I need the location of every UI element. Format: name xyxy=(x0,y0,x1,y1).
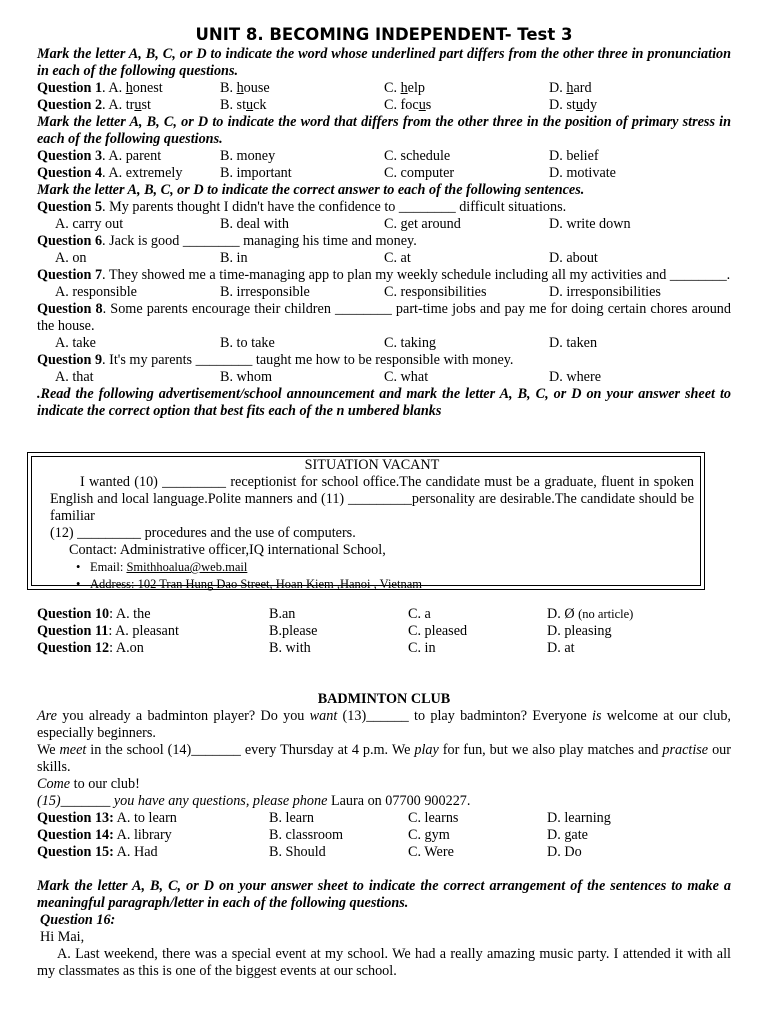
question-label: Question 9 xyxy=(37,352,103,368)
badminton-paragraph: Are you already a badminton player? Do you want (13)______ to play badminton? Everyone is welcome at our club, especially beginners. xyxy=(37,708,731,741)
question-label: Question 4 xyxy=(37,165,103,181)
question-label: Question 1 xyxy=(37,80,103,96)
question-text: Question 9. It's my parents ________ taught me how to be responsible with money. xyxy=(37,352,514,368)
question-label: Question 5 xyxy=(37,199,103,215)
question-row: Question 11: A. pleasant B.please C. pleased D. pleasing xyxy=(37,623,612,639)
instruction-pronunciation: Mark the letter A, B, C, or D to indicate the word whose underlined part differs from the other three in pronunciation in each of the following questions. xyxy=(37,46,731,79)
options-row: A. on B. in C. at D. about xyxy=(55,250,598,266)
options-row: A. that B. whom C. what D. where xyxy=(55,369,601,385)
advertisement-box xyxy=(27,452,705,590)
advertisement-paragraph: I wanted (10) _________ receptionist for school office.The candidate must be a graduate, fluent in spoken English and local language.Polite manners and (11) _________personality are desirable.The candidate should be familiar xyxy=(50,474,694,524)
options-row: A. carry out B. deal with C. get around D. write down xyxy=(55,216,631,232)
question-label: Question 11 xyxy=(37,623,109,639)
question-label: Question 16: xyxy=(40,912,116,928)
question-row: Question 13: A. to learn B. learn C. learns D. learning xyxy=(37,810,611,826)
advertisement-inner xyxy=(31,456,701,591)
question-text: Question 8. Some parents encourage their children ________ part-time jobs and pay me for doing certain chores around the house. xyxy=(37,301,731,334)
question-text: Question 7. They showed me a time-managing app to plan my weekly schedule including all my activities and ________. xyxy=(37,267,731,283)
question-label: Question 7 xyxy=(37,267,103,283)
page-title: UNIT 8. BECOMING INDEPENDENT- Test 3 xyxy=(195,25,573,44)
question-label: Question 3 xyxy=(37,148,103,164)
badminton-paragraph: We meet in the school (14)_______ every Thursday at 4 p.m. We play for fun, but we also play matches and practise our skills. xyxy=(37,742,731,775)
email-link[interactable]: Smithhoalua@web.mail xyxy=(126,560,248,574)
advertisement-email: • Email: Smithhoalua@web.mail xyxy=(50,559,694,576)
badminton-heading: BADMINTON CLUB xyxy=(317,691,451,707)
options-row: A. responsible B. irresponsible C. responsibilities D. irresponsibilities xyxy=(55,284,661,300)
advertisement-line: (12) _________ procedures and the use of computers. xyxy=(50,525,356,541)
question-row: Question 1. A. honest B. house C. help D. hard xyxy=(37,80,592,96)
question-label: Question 2 xyxy=(37,97,103,113)
advertisement-title: SITUATION VACANT xyxy=(304,457,440,473)
question-row: Question 14: A. library B. classroom C. gym D. gate xyxy=(37,827,588,843)
badminton-paragraph: Come to our club! xyxy=(37,776,140,792)
question-label: Question 10 xyxy=(37,606,110,622)
instruction-advertisement: .Read the following advertisement/school announcement and mark the letter A, B, C, or D on your answer sheet to indicate the correct option that best fits each of the n umbered blanks xyxy=(37,386,731,419)
letter-greeting: Hi Mai, xyxy=(40,929,85,945)
question-label: Question 12 xyxy=(37,640,110,656)
question-row: Question 2. A. trust B. stuck C. focus D. study xyxy=(37,97,598,113)
question-text: Question 6. Jack is good ________ managing his time and money. xyxy=(37,233,417,249)
instruction-sentences: Mark the letter A, B, C, or D to indicate the correct answer to each of the following sentences. xyxy=(37,182,585,198)
question-text: Question 5. My parents thought I didn't have the confidence to ________ difficult situations. xyxy=(37,199,567,215)
question-row: Question 3. A. parent B. money C. schedule D. belief xyxy=(37,148,599,164)
worksheet-page-lower xyxy=(37,606,731,980)
question-label: Question 15: xyxy=(37,844,114,860)
question-label: Question 8 xyxy=(37,301,103,317)
question-row: Question 15: A. Had B. Should C. Were D. Do xyxy=(37,844,582,860)
instruction-arrangement: Mark the letter A, B, C, or D on your answer sheet to indicate the correct arrangement of the sentences to make a meaningful paragraph/letter in each of the following questions. xyxy=(37,878,731,911)
question-row: Question 12: A.on B. with C. in D. at xyxy=(37,640,575,656)
advertisement-contact: Contact: Administrative officer,IQ international School, xyxy=(69,542,386,558)
question-row: Question 10: A. the B.an C. a D. Ø (no article) xyxy=(37,606,634,622)
question-label: Question 6 xyxy=(37,233,103,249)
question-label: Question 13: xyxy=(37,810,114,826)
instruction-stress: Mark the letter A, B, C, or D to indicate the word that differs from the other three in the position of primary stress in each of the following questions. xyxy=(37,114,731,147)
question-row: Question 4. A. extremely B. important C. computer D. motivate xyxy=(37,165,616,181)
advertisement-address: • Address: 102 Tran Hung Dao Street, Hoan Kiem ,Hanoi , Vietnam xyxy=(50,576,694,593)
worksheet-page xyxy=(37,0,731,420)
letter-sentence: A. Last weekend, there was a special event at my school. We had a really amazing music party. I attended it with all my classmates as this is one of the biggest events at our school. xyxy=(37,946,731,979)
badminton-paragraph: (15)_______ you have any questions, please phone Laura on 07700 900227. xyxy=(37,793,471,809)
question-label: Question 14: xyxy=(37,827,114,843)
options-row: A. take B. to take C. taking D. taken xyxy=(55,335,598,351)
